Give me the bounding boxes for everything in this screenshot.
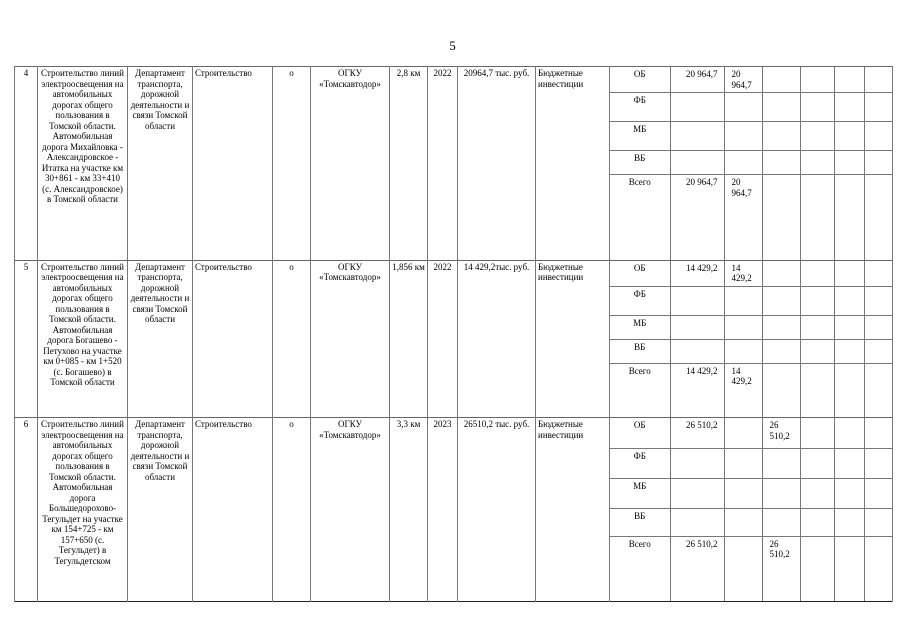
table-row — [15, 418, 893, 602]
page-number: 5 — [449, 38, 456, 53]
department: Департамент транспорта, дорожной деятельности и связи Томской области — [128, 67, 193, 261]
funding-2023 — [762, 363, 800, 417]
funding-empty — [800, 315, 834, 339]
mark: о — [273, 67, 311, 261]
funding-total — [670, 122, 724, 151]
funding-2023 — [762, 448, 800, 478]
funding-empty — [834, 315, 864, 339]
work-type: Строительство — [193, 67, 273, 261]
cost: 20964,7 тыс. руб. — [458, 67, 536, 261]
funding-row — [610, 363, 893, 417]
funding-empty — [864, 363, 893, 417]
funding-row — [610, 175, 893, 260]
funding-source: ФБ — [610, 448, 670, 478]
funding-empty — [864, 286, 893, 315]
funding-2023 — [762, 175, 800, 260]
funding-empty — [864, 339, 893, 363]
funding-source: МБ — [610, 122, 670, 151]
funding-row — [610, 286, 893, 315]
funding-empty — [834, 286, 864, 315]
funding-total — [670, 339, 724, 363]
funding-total — [670, 93, 724, 122]
object-name: Строительство линий электроосвещения на автомобильных дорогах общего пользования в Томской области. Автомобильная дорога Большедорохово- Тегульдет на участке км 154+725 - км 157+650 (с. Тегульдет) в Тегульдетском — [38, 418, 128, 602]
funding-empty — [800, 151, 834, 175]
funding-empty — [800, 175, 834, 260]
funding-empty — [834, 448, 864, 478]
mark: о — [273, 260, 311, 418]
funding-source: МБ — [610, 315, 670, 339]
funding-2022: 14 429,2 — [724, 261, 762, 287]
funding-row — [610, 448, 893, 478]
funding-empty — [800, 93, 834, 122]
year: 2022 — [428, 67, 458, 261]
funding-empty — [834, 363, 864, 417]
funding-empty — [864, 536, 893, 601]
funding-source: Всего — [628, 177, 651, 187]
row-number: 6 — [15, 418, 38, 602]
funding-empty — [864, 175, 893, 260]
funding-2023 — [762, 286, 800, 315]
funding-2023 — [762, 315, 800, 339]
funding-2022 — [724, 339, 762, 363]
funding-row — [610, 315, 893, 339]
funding-total — [670, 478, 724, 508]
funding-empty — [800, 261, 834, 287]
funding-total — [670, 508, 724, 536]
funding-empty — [864, 508, 893, 536]
funding-empty — [864, 151, 893, 175]
funding-2022 — [724, 151, 762, 175]
funding-empty — [800, 363, 834, 417]
funding-2023 — [762, 478, 800, 508]
funding-source: ВБ — [610, 508, 670, 536]
funding-2023 — [762, 261, 800, 287]
funding-2023 — [762, 339, 800, 363]
mark: о — [273, 418, 311, 602]
funding-empty — [800, 67, 834, 93]
funding-row — [610, 151, 893, 175]
funding-total: 26 510,2 — [670, 536, 724, 601]
object-name: Строительство линий электроосвещения на автомобильных дорогах общего пользования в Томской области. Автомобильная дорога Богашево - Петухово на участке км 0+085 - км 1+520 (с. Богашево) в Томской области — [38, 260, 128, 418]
funding-empty — [834, 508, 864, 536]
funding-empty — [864, 122, 893, 151]
funding-empty — [834, 261, 864, 287]
funding-2022 — [724, 508, 762, 536]
funding-total — [670, 286, 724, 315]
funding-2022 — [724, 536, 762, 601]
funding-2023 — [762, 508, 800, 536]
funding-2022 — [724, 418, 762, 448]
table-row — [15, 67, 893, 261]
funding-empty — [800, 339, 834, 363]
funding-empty — [800, 448, 834, 478]
funding-2022 — [724, 93, 762, 122]
objects-table — [14, 66, 893, 602]
funding-source: ОБ — [610, 67, 670, 93]
funding-empty — [864, 478, 893, 508]
funding-row — [610, 508, 893, 536]
funding-empty — [864, 448, 893, 478]
investment-type: Бюджетные инвестиции — [536, 260, 610, 418]
cost: 14 429,2тыс. руб. — [458, 260, 536, 418]
funding-total — [670, 315, 724, 339]
funding-empty — [800, 478, 834, 508]
length: 3,3 км — [390, 418, 428, 602]
row-number: 4 — [15, 67, 38, 261]
funding-2022 — [724, 122, 762, 151]
funding-source: ФБ — [610, 286, 670, 315]
funding-empty — [800, 122, 834, 151]
funding-empty — [834, 536, 864, 601]
work-type: Строительство — [193, 260, 273, 418]
length: 1,856 км — [390, 260, 428, 418]
funding-2023: 26 510,2 — [762, 536, 800, 601]
funding-empty — [834, 478, 864, 508]
funding-2023: 26 510,2 — [762, 418, 800, 448]
funding-empty — [800, 286, 834, 315]
funding-source: МБ — [610, 478, 670, 508]
funding-empty — [834, 93, 864, 122]
funding-2022: 20 964,7 — [724, 175, 762, 260]
funding-empty — [864, 93, 893, 122]
funding-row — [610, 67, 893, 93]
funding-total: 20 964,7 — [670, 175, 724, 260]
year: 2023 — [428, 418, 458, 602]
object-name: Строительство линий электроосвещения на автомобильных дорогах общего пользования в Томской области. Автомобильная дорога Михайловка - Александровское - Итатка на участке км 30+861 - км 33+410 (с. Александровское) в Томской области — [38, 67, 128, 261]
funding-row — [610, 93, 893, 122]
funding-2022 — [724, 315, 762, 339]
funding-source: Всего — [628, 538, 651, 549]
funding-empty — [800, 418, 834, 448]
funding-total: 26 510,2 — [670, 418, 724, 448]
funding-empty — [800, 508, 834, 536]
funding-empty — [834, 175, 864, 260]
investment-type: Бюджетные инвестиции — [536, 67, 610, 261]
funding-total — [670, 448, 724, 478]
funding-total: 14 429,2 — [670, 363, 724, 417]
row-number: 5 — [15, 260, 38, 418]
organization: ОГКУ «Томскавтодор» — [311, 260, 390, 418]
organization: ОГКУ «Томскавтодор» — [311, 418, 390, 602]
funding-total — [670, 151, 724, 175]
funding-empty — [864, 67, 893, 93]
funding-row — [610, 122, 893, 151]
funding-row — [610, 339, 893, 363]
department: Департамент транспорта, дорожной деятельности и связи Томской области — [128, 418, 193, 602]
funding-2022 — [724, 478, 762, 508]
funding-2023 — [762, 93, 800, 122]
length: 2,8 км — [390, 67, 428, 261]
funding-total: 20 964,7 — [670, 67, 724, 93]
funding-empty — [800, 536, 834, 601]
funding-source: ОБ — [610, 261, 670, 287]
funding-2023 — [762, 151, 800, 175]
funding-source: ОБ — [610, 418, 670, 448]
funding-2022: 20 964,7 — [724, 67, 762, 93]
funding-row — [610, 536, 893, 601]
funding-empty — [834, 122, 864, 151]
funding-source: ВБ — [610, 151, 670, 175]
funding-empty — [864, 261, 893, 287]
funding-2023 — [762, 67, 800, 93]
funding-2023 — [762, 122, 800, 151]
work-type: Строительство — [193, 418, 273, 602]
funding-empty — [834, 67, 864, 93]
funding-empty — [834, 339, 864, 363]
organization: ОГКУ «Томскавтодор» — [311, 67, 390, 261]
funding-empty — [864, 418, 893, 448]
funding-source: ВБ — [610, 339, 670, 363]
funding-breakdown — [610, 418, 893, 602]
cost: 26510,2 тыс. руб. — [458, 418, 536, 602]
department: Департамент транспорта, дорожной деятельности и связи Томской области — [128, 260, 193, 418]
funding-total: 14 429,2 — [670, 261, 724, 287]
table-row — [15, 260, 893, 418]
funding-breakdown — [610, 260, 893, 418]
funding-empty — [834, 418, 864, 448]
funding-row — [610, 478, 893, 508]
funding-2022: 14 429,2 — [724, 363, 762, 417]
funding-empty — [864, 315, 893, 339]
funding-row — [610, 418, 893, 448]
funding-empty — [834, 151, 864, 175]
funding-source: Всего — [628, 365, 651, 376]
funding-row — [610, 261, 893, 287]
investment-type: Бюджетные инвестиции — [536, 418, 610, 602]
funding-2022 — [724, 286, 762, 315]
funding-breakdown — [610, 67, 893, 261]
funding-source: ФБ — [610, 93, 670, 122]
year: 2022 — [428, 260, 458, 418]
funding-2022 — [724, 448, 762, 478]
